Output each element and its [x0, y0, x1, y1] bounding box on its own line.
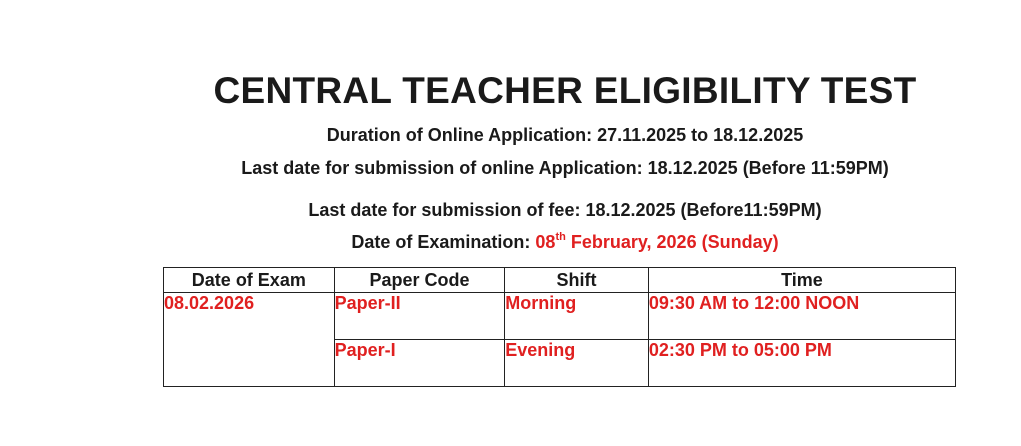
examination-date	[0, 232, 1021, 253]
paper-code-cell: Paper-II	[334, 293, 505, 340]
time-cell: 09:30 AM to 12:00 NOON	[648, 293, 955, 340]
application-duration: Duration of Online Application: 27.11.2025 to 18.12.2025	[326, 125, 804, 145]
header-time: Time	[648, 268, 955, 293]
header-date-of-exam: Date of Exam	[164, 268, 335, 293]
examination-day: 08	[535, 232, 556, 252]
header-shift: Shift	[505, 268, 649, 293]
shift-cell: Morning	[505, 293, 649, 340]
application-last-date: Last date for submission of online Application: 18.12.2025 (Before 11:59PM)	[241, 158, 889, 178]
fee-last-date: Last date for submission of fee: 18.12.2025 (Before11:59PM)	[308, 200, 822, 220]
page-title: CENTRAL TEACHER ELIGIBILITY TEST	[213, 70, 917, 111]
time-cell: 02:30 PM to 05:00 PM	[648, 340, 955, 387]
table-header-row	[164, 268, 956, 293]
shift-cell: Evening	[505, 340, 649, 387]
paper-code-cell: Paper-I	[334, 340, 505, 387]
examination-date-value	[535, 232, 778, 252]
examination-date-label: Date of Examination:	[351, 232, 536, 252]
table-row	[164, 293, 956, 340]
header-paper-code: Paper Code	[334, 268, 505, 293]
exam-date-cell: 08.02.2026	[164, 293, 335, 387]
examination-day-suffix: th	[555, 231, 566, 243]
exam-schedule-table	[163, 267, 956, 387]
examination-date-rest: February, 2026 (Sunday)	[565, 232, 779, 252]
